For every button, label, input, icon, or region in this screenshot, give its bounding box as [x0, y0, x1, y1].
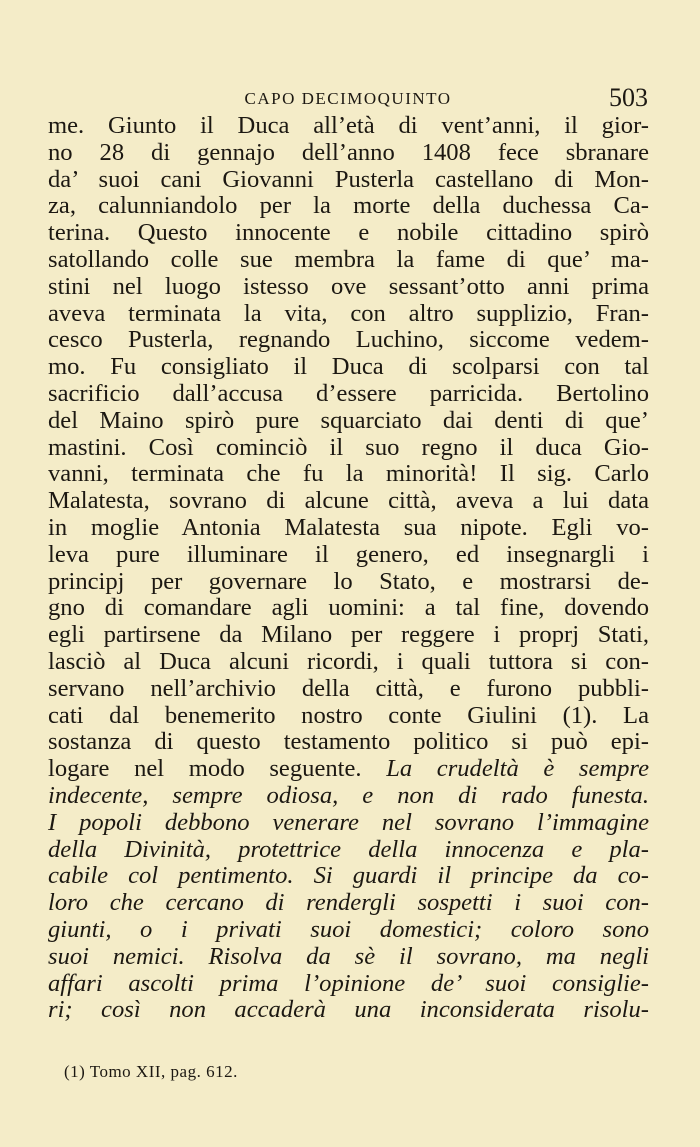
text-line: aveva terminata la vita, con altro supplizio, Fran- — [48, 299, 649, 327]
page-header — [48, 85, 648, 115]
text-line: no 28 di gennajo dell’anno 1408 fece sbranare — [48, 138, 649, 166]
body-text — [48, 113, 649, 1024]
text-line: mastini. Così cominciò il suo regno il duca Gio- — [48, 433, 649, 461]
text-line: egli partirsene da Milano per reggere i proprj Stati, — [48, 621, 649, 649]
italic-text-line: indecente, sempre odiosa, e non di rado funesta. — [48, 781, 649, 809]
text-italic-part: La crudeltà è sempre — [386, 755, 650, 783]
text-line: sostanza di questo testamento politico si può epi- — [48, 728, 649, 756]
text-line: sacrificio dall’accusa d’essere parricida. Bertolino — [48, 379, 649, 407]
italic-text-line: affari ascolti prima l’opinione de’ suoi consiglie- — [48, 969, 649, 997]
text-line: terina. Questo innocente e nobile cittadino spirò — [48, 219, 649, 247]
text-roman-part: logare nel modo seguente. — [48, 755, 362, 783]
text-line: vanni, terminata che fu la minorità! Il sig. Carlo — [48, 460, 649, 488]
running-head: CAPO DECIMOQUINTO — [244, 89, 452, 108]
italic-text-line: della Divinità, protettrice della innocenza e pla- — [48, 835, 649, 863]
text-line: cesco Pusterla, regnando Luchino, siccome vedem- — [48, 326, 649, 354]
text-line: cati dal benemerito nostro conte Giulini (1). La — [48, 701, 649, 729]
text-line: servano nell’archivio della città, e furono pubbli- — [48, 674, 649, 702]
text-line: satollando colle sue membra la fame di que’ ma- — [48, 245, 649, 273]
italic-text-line: cabile col pentimento. Si guardi il principe da co- — [48, 862, 649, 890]
italic-text-line: ri; così non accaderà una inconsiderata risolu- — [48, 996, 649, 1024]
italic-text-line: I popoli debbono venerare nel sovrano l’immagine — [48, 808, 649, 836]
text-line: Malatesta, sovrano di alcune città, aveva a lui data — [48, 487, 649, 515]
page-number: 503 — [609, 83, 648, 112]
italic-text-line: loro che cercano di rendergli sospetti i suoi con- — [48, 889, 649, 917]
text-line: stini nel luogo istesso ove sessant’otto anni prima — [48, 272, 649, 300]
text-line: mo. Fu consigliato il Duca di scolparsi con tal — [48, 353, 649, 381]
text-line: me. Giunto il Duca all’età di vent’anni, il gior- — [48, 112, 649, 139]
text-line: za, calunniandolo per la morte della duchessa Ca- — [48, 192, 649, 220]
italic-text-line: giunti, o i privati suoi domestici; coloro sono — [48, 915, 649, 943]
italic-text-line: suoi nemici. Risolva da sè il sovrano, ma negli — [48, 942, 649, 970]
text-line: lasciò al Duca alcuni ricordi, i quali tuttora si con- — [48, 647, 649, 675]
text-line: da’ suoi cani Giovanni Pusterla castellano di Mon- — [48, 165, 649, 193]
text-line: principj per governare lo Stato, e mostrarsi de- — [48, 567, 649, 595]
text-line: del Maino spirò pure squarciato dai denti di que’ — [48, 406, 649, 434]
text-line: leva pure illuminare il genero, ed insegnargli i — [48, 540, 649, 568]
text-line: in moglie Antonia Malatesta sua nipote. Egli vo- — [48, 513, 649, 541]
footnote: (1) Tomo XII, pag. 612. — [64, 1062, 238, 1081]
mixed-text-line — [48, 756, 649, 783]
text-line: gno di comandare agli uomini: a tal fine, dovendo — [48, 594, 649, 622]
